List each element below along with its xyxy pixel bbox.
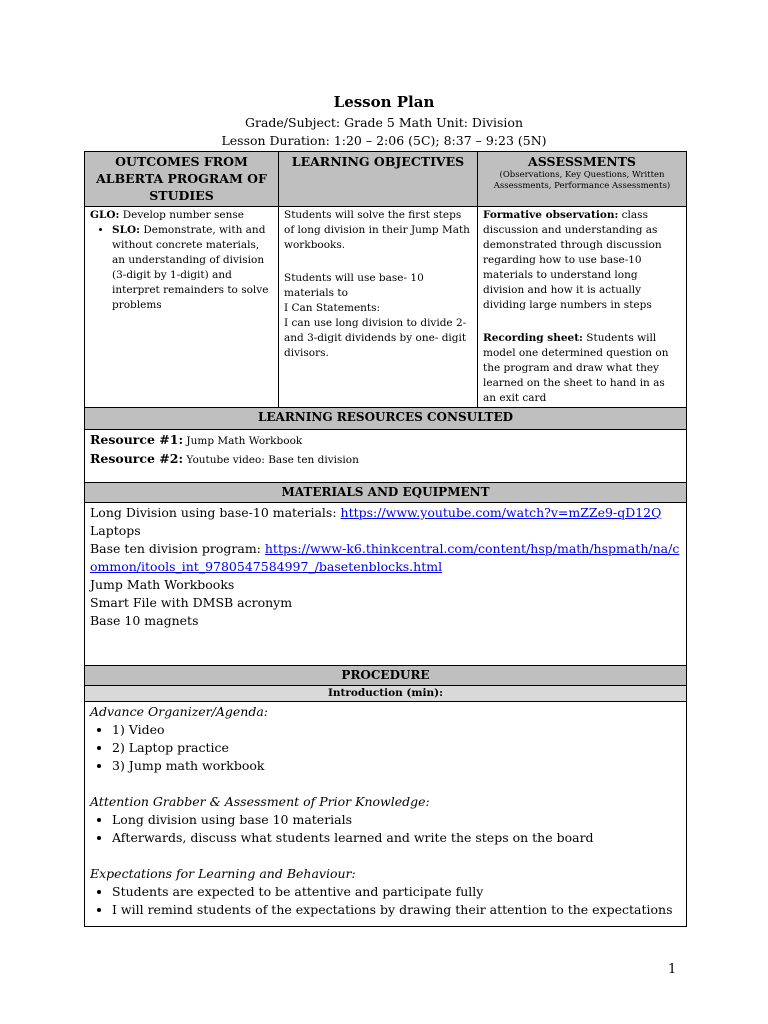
agenda-title: Advance Organizer/Agenda: xyxy=(90,704,269,719)
glo-line xyxy=(90,208,273,223)
i-can-label: I Can Statements: xyxy=(284,302,381,314)
assessment-1-text: class discussion and understanding as demonstrated through discussion regarding how to use base-10 materials to understand long division and how it is actually dividing large numbers in steps xyxy=(483,209,662,311)
resources-cell xyxy=(85,430,687,483)
list-item: • Afterwards, discuss what students learned and write the steps on the board xyxy=(112,829,681,847)
list-item: • 2) Laptop practice xyxy=(112,739,681,757)
agenda-list xyxy=(90,721,681,775)
table-header-row xyxy=(85,152,687,207)
assessments-cell xyxy=(478,207,687,408)
table-row xyxy=(85,503,687,666)
intro-heading: Introduction (min): xyxy=(85,686,687,702)
resource-2 xyxy=(90,450,681,469)
list-item xyxy=(112,223,273,313)
page-title: Lesson Plan xyxy=(333,93,435,111)
glo-label: GLO: xyxy=(90,209,120,221)
list-item: • Long division using base 10 materials xyxy=(112,811,681,829)
spacer xyxy=(483,313,681,331)
procedure-heading: PROCEDURE xyxy=(85,666,687,686)
attention-list xyxy=(90,811,681,847)
resource-1-text: Jump Math Workbook xyxy=(183,435,303,447)
lesson-plan-table xyxy=(84,151,687,927)
resource-1-label: Resource #1: xyxy=(90,432,184,447)
assessment-2-text: Students will model one determined question on the program and draw what they learned on the sheet to hand in as an exit card xyxy=(483,332,669,404)
spacer xyxy=(90,847,681,865)
table-row xyxy=(85,207,687,408)
procedure-cell xyxy=(85,702,687,927)
objectives-cell xyxy=(279,207,478,408)
outcomes-cell xyxy=(85,207,279,408)
spacer xyxy=(284,253,472,271)
material-3-text: Base ten division program: xyxy=(90,541,265,556)
intro-header-row xyxy=(85,686,687,702)
material-3 xyxy=(90,540,681,576)
objectives-header: LEARNING OBJECTIVES xyxy=(279,152,478,207)
assessment-2-label: Recording sheet: xyxy=(483,332,583,344)
material-2: Laptops xyxy=(90,523,141,538)
resources-heading: LEARNING RESOURCES CONSULTED xyxy=(85,408,687,430)
slo-text: Demonstrate, with and without concrete materials, an understanding of division (3-digit by 1-digit) and interpret remainders to solve problems xyxy=(112,224,269,311)
outcomes-header: OUTCOMES FROM ALBERTA PROGRAM OF STUDIES xyxy=(85,152,279,207)
table-row xyxy=(85,702,687,927)
assessments-header-label: ASSESSMENTS xyxy=(528,154,636,169)
program-link[interactable]: https://www-k6.thinkcentral.com/content/hsp/math/hspmath/na/common/itools_int_9780547584997_/basetenblocks.html xyxy=(90,541,680,574)
slo-label: SLO: xyxy=(112,224,140,236)
list-item: • I will remind students of the expectations by drawing their attention to the expectations xyxy=(112,901,681,919)
expectations-title: Expectations for Learning and Behaviour: xyxy=(90,866,356,881)
list-item: • Students are expected to be attentive and participate fully xyxy=(112,883,681,901)
material-1 xyxy=(90,504,681,522)
resource-1 xyxy=(90,431,681,450)
list-item: • 3) Jump math workbook xyxy=(112,757,681,775)
assessments-header xyxy=(478,152,687,207)
grade-subject: Grade/Subject: Grade 5 Math Unit: Division xyxy=(245,115,523,130)
material-5: Smart File with DMSB acronym xyxy=(90,595,293,610)
expectations-list xyxy=(90,883,681,919)
assessment-2 xyxy=(483,331,681,406)
objective-2: Students will use base- 10 materials to xyxy=(284,272,424,299)
material-1-text: Long Division using base-10 materials: xyxy=(90,505,341,520)
slo-list xyxy=(90,223,273,313)
objective-1: Students will solve the first steps of long division in their Jump Math workbooks. xyxy=(284,209,470,251)
assessment-1-label: Formative observation: xyxy=(483,209,619,221)
assessment-1 xyxy=(483,208,681,313)
table-row xyxy=(85,430,687,483)
list-item: • 1) Video xyxy=(112,721,681,739)
materials-cell xyxy=(85,503,687,666)
materials-header-row xyxy=(85,483,687,503)
procedure-header-row xyxy=(85,666,687,686)
spacer xyxy=(90,775,681,793)
assessments-header-note: (Observations, Key Questions, Written Assessments, Performance Assessments) xyxy=(493,170,671,191)
video-link[interactable]: https://www.youtube.com/watch?v=mZZe9-qD12Q xyxy=(340,505,662,520)
attention-title: Attention Grabber & Assessment of Prior Knowledge: xyxy=(90,794,430,809)
material-4: Jump Math Workbooks xyxy=(90,577,235,592)
i-can-statement: I can use long division to divide 2- and 3-digit dividends by one- digit divisors. xyxy=(284,317,467,359)
lesson-duration: Lesson Duration: 1:20 – 2:06 (5C); 8:37 – 9:23 (5N) xyxy=(221,133,547,148)
resource-2-label: Resource #2: xyxy=(90,451,184,466)
material-6: Base 10 magnets xyxy=(90,613,199,628)
resource-2-text: Youtube video: Base ten division xyxy=(183,454,359,466)
glo-text: Develop number sense xyxy=(119,209,244,221)
materials-heading: MATERIALS AND EQUIPMENT xyxy=(85,483,687,503)
page-number: 1 xyxy=(668,962,677,977)
resources-header-row xyxy=(85,408,687,430)
